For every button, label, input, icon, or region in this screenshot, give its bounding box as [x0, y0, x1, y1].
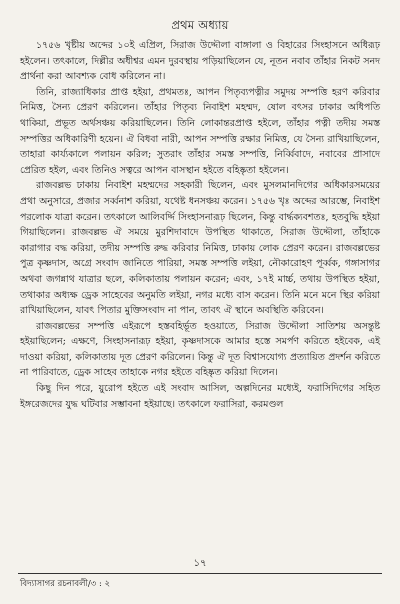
footer-signature: বিদ্যাসাগর রচনাবলী/৩ : ২ [20, 579, 111, 589]
paragraph: তিনি, রাজ্যাধিকার প্রাপ্ত হইয়া, প্রথমতঃ, আপন পিতৃব্যপত্নীর সমুদয় সম্পত্তি হরণ করিবার নিমিত্ত, সৈন্য প্রেরণ করিলেন। তাঁহার পিতৃব্য নিবাইশ মহম্মদ, ষোল বৎসর ঢাকার অধিপতি থাকিয়া, প্রভূত অর্থসঞ্চয় করিয়াছিলেন। তিনি লোকান্তরপ্রাপ্ত হইলে, তাঁহার পত্নী তদীয় সমস্ত সম্পত্তির অধিকারিণী হয়েন। ঐ বিধবা নারী, আপন সম্পত্তি রক্ষার নিমিত্ত, যে সৈন্য রাখিয়াছিলেন, তাহারা কার্য্যকালে পলায়ন করিল; সুতরাং তাঁহার সমস্ত সম্পত্তি, নির্ব্বিবাদে, নবাবের প্রাসাদে প্রেরিত হইল, এবং তিনিও সত্বরে আপন বাসস্থান হইতে বহিষ্কৃতা হইলেন। [20, 86, 380, 176]
paragraph: ১৭৫৬ খৃষ্টীয় অব্দের ১০ই এপ্রিল, সিরাজ উদ্দৌলা বাঙ্গালা ও বিহারের সিংহাসনে অধিরূঢ় হইলেন। তৎকালে, দিল্লীর অধীশ্বর এমন দুরবস্থায় পড়িয়াছিলেন যে, নূতন নবাব তাঁহার নিকট সনদ প্রার্থনা করা আবশ্যক বোধ করিলেন না। [20, 40, 380, 83]
page-number: ১৭ [193, 558, 207, 569]
paragraph: রাজবল্লভ ঢাকায় নিবাইশ মহম্মদের সহকারী ছিলেন, এবং মুসলমানদিগের অধিকারসময়ের প্রথা অনুসারে, প্রজার সর্ব্বনাশ করিয়া, যথেষ্ট ধনসঞ্চয় করেন। ১৭৫৬ খৃঃ অব্দের আরম্ভে, নিবাইশ পরলোক যাত্রা করেন। তৎকালে আলিবর্দ্দি সিংহাসনারূঢ় ছিলেন, কিন্তু বার্দ্ধক্যবশতঃ, হতবুদ্ধি হইয়া গিয়াছিলেন। রাজবল্লভ ঐ সময়ে মুরশিদাবাদে উপস্থিত থাকাতে, সিরাজ উদ্দৌলা, তাঁহাকে কারাগার বদ্ধ করিয়া, তদীয় সম্পত্তি রুদ্ধ করিবার নিমিত্ত, ঢাকায় লোক প্রেরণ করেন। রাজবল্লভের পুত্র কৃষ্ণদাস, অগ্রে সংবাদ জানিতে পারিয়া, সমস্ত সম্পত্তি লইয়া, নৌকারোহণ পূর্ব্বক, গঙ্গাসাগর অথবা জগন্নাথ যাত্রার ছলে, কলিকাতায় পলায়ন করেন; এবং, ১৭ই মার্চ্চ, তথায় উপস্থিত হইয়া, তথাকার অধ্যক্ষ ড্রেক সাহেবের অনুমতি লইয়া, নগর মধ্যে বাস করেন। তিনি মনে মনে স্থির করিয়া রাখিয়াছিলেন, যাবৎ পিতার মুক্তিসংবাদ না পান, তাবৎ ঐ স্থানে অবস্থিতি করিবেন। [20, 180, 380, 317]
chapter-title: প্রথম অধ্যায় [171, 18, 229, 32]
paragraph: রাজবল্লভের সম্পত্তি এইরূপে হস্তবহির্ভূত হওয়াতে, সিরাজ উদ্দৌলা সাতিশয় অসন্তুষ্ট হইয়াছিলেন; এক্ষণে, সিংহাসনারূঢ় হইয়া, কৃষ্ণদাসকে আমার হস্তে সমর্পণ করিতে হইবেক, এই দাওয়া করিয়া, কলিকাতায় দূত প্রেরণ করিলেন। কিন্তু ঐ দূত বিশ্বাসযোগ্য প্রত্যায়িত প্রদর্শন করিতে না পারিবাতে, ড্রেক সাহেব তাহাকে নগর হইতে বহিষ্কৃত করিয়া দিলেন। [20, 320, 380, 379]
footer-divider [18, 573, 382, 574]
body-text [20, 38, 380, 412]
paragraph: কিছু দিন পরে, য়ুরোপ হইতে এই সংবাদ আসিল, অল্পদিনের মধ্যেই, ফরাসিদিগের সহিত ইঙ্গরেজদের যুদ্ধ ঘটিবার সম্ভাবনা হইয়াছে। তৎকালে ফরাসিরা, করমণ্ডল [20, 383, 380, 410]
